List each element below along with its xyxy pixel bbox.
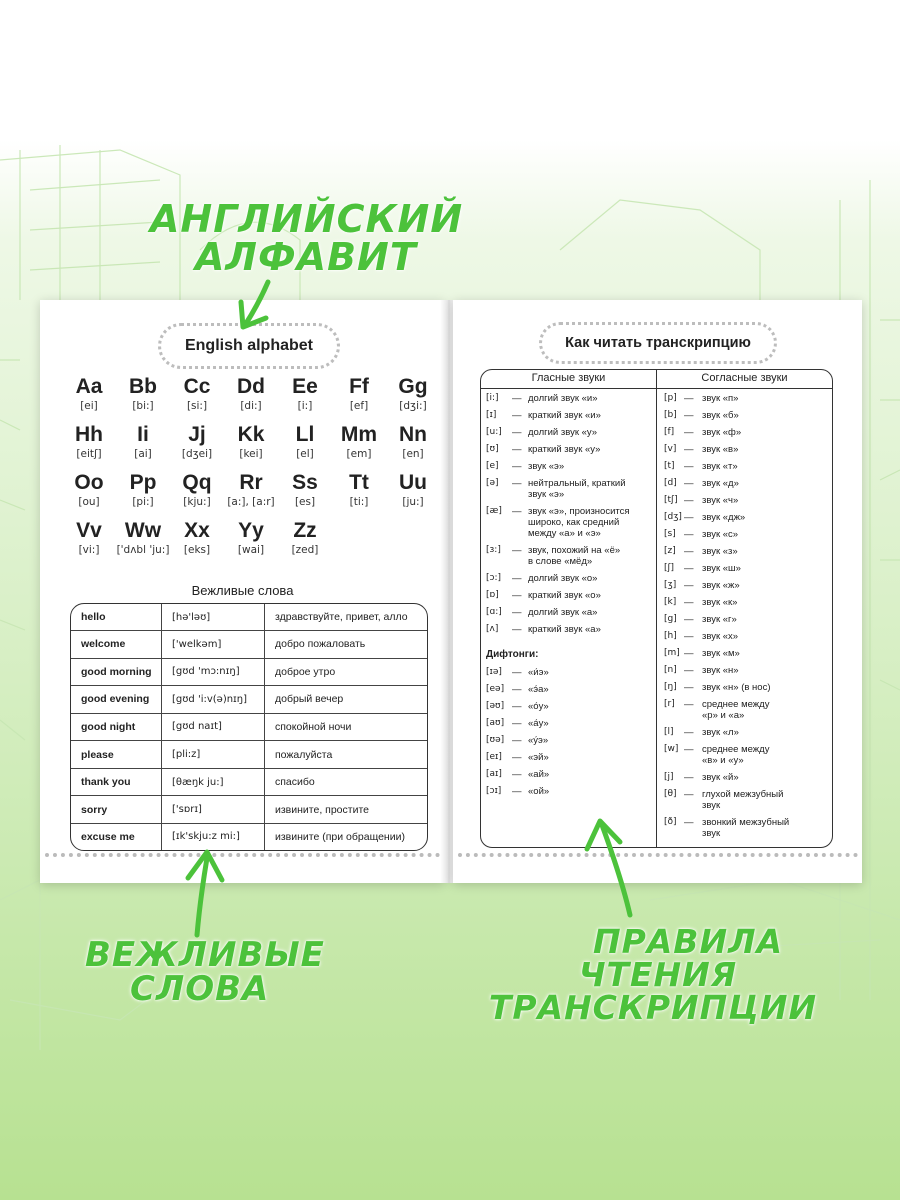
polite-word-transcription: [gʊd naɪt]	[162, 713, 265, 741]
letter-transcription: [kju:]	[183, 496, 211, 508]
sound-description: нейтральный, краткий	[528, 478, 626, 489]
polite-word-russian: спокойной ночи	[265, 713, 428, 741]
left-page	[40, 300, 445, 883]
polite-word-russian: доброе утро	[265, 658, 428, 686]
polite-word-english: good evening	[71, 686, 162, 714]
callout-transcription	[488, 922, 838, 1027]
alphabet-letter	[166, 519, 228, 556]
sound-symbol: [æ]	[486, 506, 502, 516]
dash-separator: —	[684, 444, 694, 455]
transcription-title	[539, 322, 777, 364]
table-row	[71, 658, 427, 686]
dash-separator: —	[512, 478, 522, 489]
letter-transcription: [em]	[346, 448, 372, 460]
dash-separator: —	[512, 427, 522, 438]
polite-word-english: please	[71, 741, 162, 769]
dash-separator: —	[512, 607, 522, 618]
dash-separator: —	[512, 545, 522, 556]
dash-separator: —	[684, 631, 694, 642]
polite-word-transcription: [hə'ləʊ]	[162, 604, 265, 631]
polite-words-title: Вежливые слова	[191, 583, 294, 598]
letter-glyph: Xx	[184, 519, 210, 542]
sound-description: широко, как средний	[528, 517, 620, 528]
right-page	[453, 300, 862, 883]
dash-separator: —	[684, 597, 694, 608]
alphabet-letter	[166, 471, 228, 508]
sound-symbol: [tʃ]	[664, 495, 678, 505]
sound-symbol: [s]	[664, 529, 676, 539]
alphabet-title	[158, 323, 340, 369]
alphabet-letter	[220, 519, 282, 556]
sound-description: долгий звук «у»	[528, 427, 598, 438]
letter-glyph: Ww	[124, 519, 162, 542]
alphabet-letter	[382, 375, 444, 412]
alphabet-letter	[274, 471, 336, 508]
polite-word-transcription: [gʊd 'i:v(ə)nɪŋ]	[162, 686, 265, 714]
table-row	[71, 713, 427, 741]
polite-word-transcription: [θæŋk ju:]	[162, 768, 265, 796]
sound-symbol: [v]	[664, 444, 677, 454]
sound-symbol: [r]	[664, 699, 675, 709]
polite-word-english: hello	[71, 604, 162, 631]
letter-glyph: Cc	[183, 375, 211, 398]
vowels-header: Гласные звуки	[531, 372, 606, 384]
letter-glyph: Rr	[239, 471, 263, 494]
letter-transcription: ['dʌbl 'ju:]	[116, 544, 170, 556]
sound-description: долгий звук «и»	[528, 393, 598, 404]
sound-symbol: [ɪ]	[486, 410, 497, 420]
sound-symbol: [aɪ]	[486, 769, 502, 779]
letter-transcription: [en]	[402, 448, 424, 460]
sound-description: звук «б»	[702, 410, 739, 421]
dash-separator: —	[684, 772, 694, 783]
dash-separator: —	[684, 648, 694, 659]
callout-alphabet-line: АЛФАВИТ	[195, 235, 417, 279]
sound-symbol: [ɔɪ]	[486, 786, 502, 796]
table-row	[71, 796, 427, 824]
sound-description: звук «в»	[702, 444, 739, 455]
sound-description: звук «э»	[528, 461, 565, 472]
dash-separator: —	[512, 444, 522, 455]
polite-word-english: good morning	[71, 658, 162, 686]
sound-description: глухой межзубный	[702, 789, 784, 800]
letter-transcription: [ou]	[78, 496, 100, 508]
letter-transcription: [ai]	[134, 448, 152, 460]
alphabet-letter	[166, 423, 228, 460]
polite-word-russian: добро пожаловать	[265, 631, 428, 659]
sound-description: краткий звук «и»	[528, 410, 601, 421]
table-row	[71, 741, 427, 769]
sound-symbol: [ʊə]	[486, 735, 505, 745]
dash-separator: —	[684, 427, 694, 438]
polite-word-russian: спасибо	[265, 768, 428, 796]
sound-description: звук «д»	[702, 478, 739, 489]
letter-transcription: [dʒei]	[181, 448, 213, 460]
letter-glyph: Ee	[292, 375, 318, 398]
letter-transcription: [el]	[296, 448, 314, 460]
table-row	[71, 631, 427, 659]
alphabet-letter	[58, 519, 120, 556]
letter-glyph: Bb	[129, 375, 157, 398]
sound-description: звук «ф»	[702, 427, 742, 438]
sound-symbol: [ð]	[664, 817, 677, 827]
callout-transcription-line: ТРАНСКРИПЦИИ	[488, 988, 818, 1027]
callout-transcription-line: ПРАВИЛА	[592, 922, 784, 961]
sound-symbol: [j]	[664, 772, 674, 782]
letter-transcription: [kei]	[239, 448, 263, 460]
dash-separator: —	[684, 727, 694, 738]
letter-glyph: Hh	[75, 423, 103, 446]
polite-word-transcription: [pli:z]	[162, 741, 265, 769]
dash-separator: —	[512, 393, 522, 404]
sound-description: «у́э»	[528, 735, 549, 746]
sound-description: звук «н» (в нос)	[702, 682, 771, 693]
letter-glyph: Uu	[399, 471, 427, 494]
callout-polite-line: ВЕЖЛИВЫЕ	[85, 935, 325, 975]
alphabet-letter	[382, 423, 444, 460]
sound-description: «о́у»	[528, 701, 549, 712]
column-divider	[656, 370, 657, 847]
letter-glyph: Ll	[295, 423, 315, 446]
polite-word-russian: здравствуйте, привет, алло	[265, 604, 428, 631]
sound-description: среднее между	[702, 744, 770, 755]
letter-glyph: Ss	[292, 471, 318, 494]
dash-separator: —	[684, 665, 694, 676]
dash-separator: —	[684, 410, 694, 421]
callout-polite-line: СЛОВА	[130, 969, 270, 1009]
sound-symbol: [p]	[664, 393, 677, 403]
polite-word-russian: пожалуйста	[265, 741, 428, 769]
dash-separator: —	[684, 461, 694, 472]
alphabet-letter	[166, 375, 228, 412]
alphabet-letter	[328, 375, 390, 412]
sound-description: звук «к»	[702, 597, 738, 608]
sound-symbol: [f]	[664, 427, 675, 437]
alphabet-letter	[328, 471, 390, 508]
callout-transcription-line: ЧТЕНИЯ	[578, 955, 738, 994]
transcription-title-text: Как читать транскрипцию	[565, 335, 751, 351]
sound-description: звук «т»	[702, 461, 738, 472]
sound-description: звук	[702, 800, 721, 811]
alphabet-letter	[220, 471, 282, 508]
dash-separator: —	[684, 478, 694, 489]
sound-symbol: [w]	[664, 744, 679, 754]
letter-transcription: [dʒi:]	[399, 400, 427, 412]
sound-symbol: [ʒ]	[664, 580, 677, 590]
letter-transcription: [pi:]	[132, 496, 154, 508]
dash-separator: —	[512, 769, 522, 780]
alphabet-letter	[274, 375, 336, 412]
letter-transcription: [si:]	[186, 400, 208, 412]
dash-separator: —	[684, 512, 694, 523]
letter-transcription: [eks]	[183, 544, 211, 556]
alphabet-letter	[58, 423, 120, 460]
sound-symbol: [i:]	[486, 393, 499, 403]
sound-description: краткий звук «а»	[528, 624, 601, 635]
sound-symbol: [θ]	[664, 789, 677, 799]
alphabet-title-text: English alphabet	[184, 337, 313, 354]
sound-description: звук «г»	[702, 614, 737, 625]
sound-symbol: [ʃ]	[664, 563, 675, 573]
page-divider-dots	[458, 853, 858, 859]
sound-symbol: [əʊ]	[486, 701, 505, 711]
sound-symbol: [eɪ]	[486, 752, 502, 762]
alphabet-letter	[220, 423, 282, 460]
letter-transcription: [wai]	[237, 544, 265, 556]
table-row	[71, 823, 427, 850]
alphabet-letter	[112, 375, 174, 412]
sound-symbol: [d]	[664, 478, 677, 488]
sound-symbol: [ɜ:]	[486, 545, 501, 555]
sound-description: звук «с»	[702, 529, 739, 540]
dash-separator: —	[684, 563, 694, 574]
dash-separator: —	[512, 573, 522, 584]
sound-description: звук «н»	[702, 665, 739, 676]
letter-glyph: Yy	[238, 519, 264, 542]
sound-description: звук «ч»	[702, 495, 739, 506]
sound-symbol: [z]	[664, 546, 676, 556]
diphthongs-title: Дифтонги:	[486, 649, 539, 660]
sound-symbol: [ɔ:]	[486, 573, 501, 583]
sound-description: звук «ж»	[702, 580, 740, 591]
letter-transcription: [zed]	[291, 544, 319, 556]
transcription-table	[480, 369, 833, 848]
alphabet-letter	[328, 423, 390, 460]
sound-description: «эй»	[528, 752, 549, 763]
sound-symbol: [n]	[664, 665, 677, 675]
letter-transcription: [ti:]	[349, 496, 369, 508]
sound-symbol: [aʊ]	[486, 718, 505, 728]
sound-symbol: [ʌ]	[486, 624, 499, 634]
letter-glyph: Qq	[182, 471, 212, 494]
sound-description: «ой»	[528, 786, 550, 797]
consonants-header: Согласные звуки	[701, 372, 788, 384]
alphabet-letter	[112, 423, 174, 460]
letter-glyph: Dd	[237, 375, 265, 398]
polite-words-table	[70, 603, 428, 851]
sound-description: звук «х»	[702, 631, 739, 642]
sound-description: краткий звук «о»	[528, 590, 601, 601]
sound-symbol: [e]	[486, 461, 499, 471]
alphabet-letter	[112, 471, 174, 508]
dash-separator: —	[512, 735, 522, 746]
polite-word-english: thank you	[71, 768, 162, 796]
polite-word-transcription: ['sɒrɪ]	[162, 796, 265, 824]
sound-description: в слове «мёд»	[528, 556, 593, 567]
table-row	[71, 604, 427, 631]
dash-separator: —	[684, 529, 694, 540]
letter-glyph: Gg	[398, 375, 428, 398]
sound-description: звук «л»	[702, 727, 739, 738]
letter-glyph: Jj	[188, 423, 206, 446]
sound-symbol: [m]	[664, 648, 680, 658]
dash-separator: —	[512, 590, 522, 601]
dash-separator: —	[512, 461, 522, 472]
polite-word-english: sorry	[71, 796, 162, 824]
alphabet-letter	[382, 471, 444, 508]
sound-description: звук «п»	[702, 393, 739, 404]
sound-symbol: [ə]	[486, 478, 499, 488]
dash-separator: —	[684, 817, 694, 828]
sound-symbol: [l]	[664, 727, 674, 737]
dash-separator: —	[512, 752, 522, 763]
polite-word-english: good night	[71, 713, 162, 741]
letter-transcription: [ei]	[80, 400, 98, 412]
letter-glyph: Ff	[349, 375, 369, 398]
sound-description: «и́э»	[528, 667, 549, 678]
letter-glyph: Mm	[340, 423, 378, 446]
alphabet-letter	[220, 375, 282, 412]
sound-symbol: [u:]	[486, 427, 502, 437]
letter-glyph: Zz	[293, 519, 317, 542]
table-row	[71, 768, 427, 796]
sound-symbol: [dʒ]	[664, 512, 682, 522]
sound-description: звук «дж»	[702, 512, 746, 523]
sound-symbol: [b]	[664, 410, 677, 420]
table-row	[71, 686, 427, 714]
polite-word-transcription: ['welkəm]	[162, 631, 265, 659]
letter-glyph: Aa	[75, 375, 103, 398]
callout-alphabet	[150, 197, 464, 279]
letter-transcription: [eitʃ]	[76, 448, 102, 460]
sound-description: «ай»	[528, 769, 550, 780]
sound-symbol: [t]	[664, 461, 675, 471]
sound-description: звук «м»	[702, 648, 740, 659]
polite-word-transcription: [gʊd 'mɔ:nɪŋ]	[162, 658, 265, 686]
sound-description: «в» и «у»	[702, 755, 744, 766]
letter-transcription: [vi:]	[78, 544, 100, 556]
letter-glyph: Pp	[129, 471, 157, 494]
sound-symbol: [ɑ:]	[486, 607, 502, 617]
polite-word-russian: извините, простите	[265, 796, 428, 824]
polite-word-english: welcome	[71, 631, 162, 659]
sound-description: звук «й»	[702, 772, 739, 783]
dash-separator: —	[684, 789, 694, 800]
letter-transcription: [a:], [a:r]	[227, 496, 275, 508]
sound-symbol: [h]	[664, 631, 677, 641]
sound-description: «э́а»	[528, 684, 549, 695]
polite-word-english: excuse me	[71, 823, 162, 850]
dash-separator: —	[684, 393, 694, 404]
dash-separator: —	[512, 624, 522, 635]
dash-separator: —	[684, 495, 694, 506]
dash-separator: —	[512, 667, 522, 678]
letter-transcription: [di:]	[240, 400, 262, 412]
dash-separator: —	[684, 614, 694, 625]
dash-separator: —	[684, 699, 694, 710]
dash-separator: —	[512, 684, 522, 695]
letter-transcription: [i:]	[297, 400, 313, 412]
dash-separator: —	[684, 682, 694, 693]
page-divider-dots	[45, 853, 440, 859]
dash-separator: —	[684, 546, 694, 557]
sound-description: звук, похожий на «ё»	[528, 545, 621, 556]
sound-description: звук	[702, 828, 721, 839]
sound-description: краткий звук «у»	[528, 444, 601, 455]
dash-separator: —	[512, 701, 522, 712]
sound-description: звонкий межзубный	[702, 817, 790, 828]
alphabet-letter	[58, 375, 120, 412]
sound-description: между «а» и «э»	[528, 528, 601, 539]
sound-description: среднее между	[702, 699, 770, 710]
sound-symbol: [ʊ]	[486, 444, 499, 454]
sound-description: звук «э», произносится	[528, 506, 630, 517]
letter-transcription: [es]	[294, 496, 316, 508]
sound-description: звук «э»	[528, 489, 565, 500]
callout-alphabet-line: АНГЛИЙСКИЙ	[150, 197, 464, 241]
dash-separator: —	[512, 718, 522, 729]
polite-word-russian: извините (при обращении)	[275, 830, 405, 843]
letter-glyph: Kk	[237, 423, 265, 446]
alphabet-letter	[274, 519, 336, 556]
dash-separator: —	[512, 410, 522, 421]
letter-glyph: Ii	[137, 423, 149, 446]
dash-separator: —	[512, 786, 522, 797]
letter-transcription: [bi:]	[132, 400, 154, 412]
dash-separator: —	[512, 506, 522, 517]
sound-symbol: [eə]	[486, 684, 505, 694]
polite-word-transcription: [ɪk'skju:z mi:]	[162, 823, 265, 850]
sound-symbol: [k]	[664, 597, 677, 607]
sound-description: долгий звук «а»	[528, 607, 598, 618]
letter-glyph: Vv	[76, 519, 102, 542]
sound-symbol: [ɒ]	[486, 590, 499, 600]
sound-description: звук «з»	[702, 546, 738, 557]
sound-symbol: [g]	[664, 614, 677, 624]
dash-separator: —	[684, 580, 694, 591]
polite-word-russian: добрый вечер	[265, 686, 428, 714]
letter-glyph: Nn	[399, 423, 427, 446]
sound-symbol: [ɪə]	[486, 667, 502, 677]
letter-transcription: [ju:]	[402, 496, 424, 508]
alphabet-letter	[58, 471, 120, 508]
dash-separator: —	[684, 744, 694, 755]
letter-glyph: Tt	[349, 471, 369, 494]
sound-description: долгий звук «о»	[528, 573, 598, 584]
alphabet-letter	[274, 423, 336, 460]
letter-transcription: [ef]	[349, 400, 369, 412]
alphabet-letter	[112, 519, 174, 556]
sound-symbol: [ŋ]	[664, 682, 677, 692]
sound-description: «р» и «а»	[702, 710, 745, 721]
letter-glyph: Oo	[74, 471, 104, 494]
sound-description: «а́у»	[528, 718, 549, 729]
sound-description: звук «ш»	[702, 563, 741, 574]
callout-polite-words	[85, 935, 345, 1009]
